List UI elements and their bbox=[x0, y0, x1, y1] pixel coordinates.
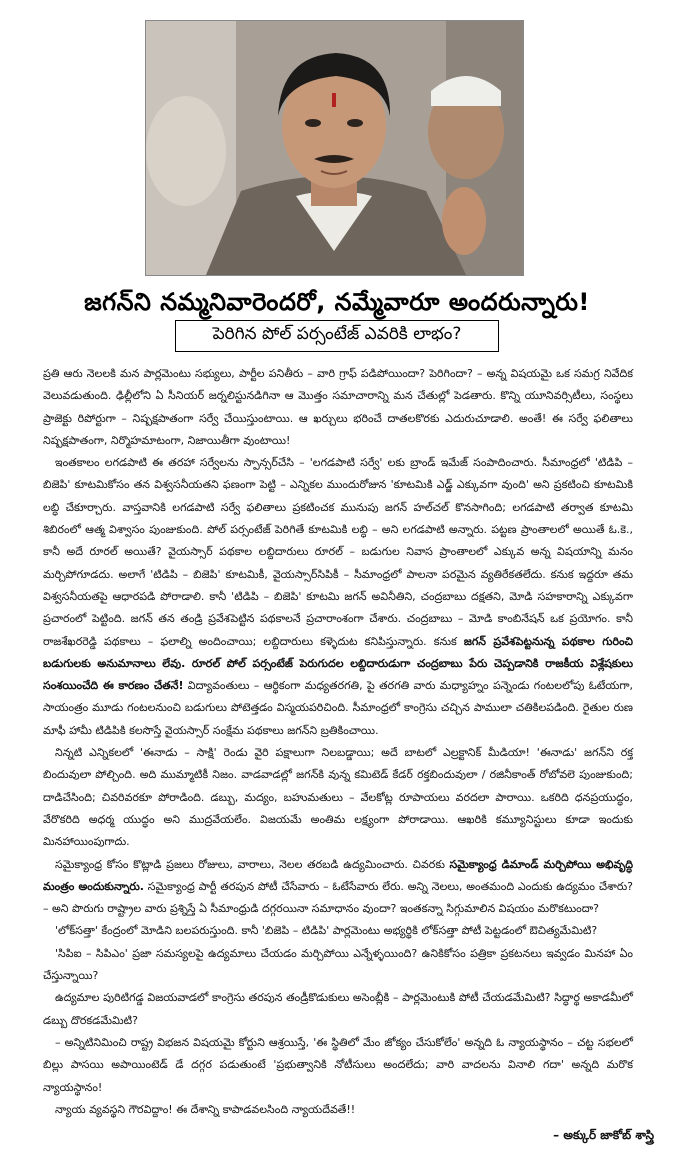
subheadline: పెరిగిన పోల్‌ పర్సంటేజ్‌ ఎవరికి లాభం? bbox=[175, 320, 499, 352]
paragraph: న్యాయ వ్యవస్థని గౌరవిద్దాం! ఈ దేశాన్ని కాపాడవలసింది న్యాయదేవతే!! bbox=[55, 1102, 356, 1116]
paragraph: ఉద్యమాల పురిటిగడ్డ విజయవాడలో కాంగ్రెసు తరపున తండ్రీకొడుకులు అసెంబ్లీకి – పార్లమెంటుకి పోటీ చేయడమేమిటి? సిద్ధార్థ అకాడమీలో డబ్బు దొరకడమేమిటి? bbox=[43, 991, 633, 1027]
paragraph: – అన్నిటినిమించి రాష్ట్ర విభజన విషయమై కోర్టుని ఆశ్రయిస్తే, 'ఈ స్థితిలో మేం జోక్యం చేసుకోలేం' అన్నది ఓ న్యాయస్థానం – చట్ట సభలలో బిల్లు పాసయి అపాయింటెడ్‌ డే దగ్గర పడుతుంటే 'ప్రభుత్వానికి నోటీసులు అందలేదు; వారి వాదలను వినాలి గదా' అన్నది మరొక న్యాయస్థానం! bbox=[43, 1035, 633, 1094]
article-photo bbox=[145, 20, 524, 276]
paragraph: ప్రతి ఆరు నెలలకి మన పార్లమెంటు సభ్యులు, పార్టీల పనితీరు – వారి గ్రాఫ్‌ పడిపోయిందా? పెరిగిందా? – అన్న విషయమై ఒక సమగ్ర నివేదిక వెలువడుతుంది. ఢిల్లీలోని ఏ సీనియర్‌ జర్నలిస్టునడిగినా ఆ మొత్తం సమాచారాన్ని మన చేతుల్లో పెడతారు. కొన్ని యూనివర్సిటీలు, సంస్థలు ప్రాజెక్టు రిపోర్టుగా – నిష్పక్షపాతంగా సర్వే చేయిస్తుంటాయి. ఆ ఖర్చులు భరించే దాతలకొరకు ఎదురుచూడాలి. అంతే! ఈ సర్వే ఫలితాలు నిష్పక్షపాతంగా, నిర్మొహమాటంగా, నిజాయితీగా వుంటాయి! bbox=[43, 367, 633, 447]
emphasis-text: జగన్‌ ప్రవేశపెట్టనున్న పథకాల గురించి బడుగులకు అనుమానాలు లేవు. రూరల్‌ పోల్‌ పర్సంటేజ్‌ పెరుగుదల లబ్దిదారుడుగా చంద్రబాబు పేరు చెప్పడానికి రాజకీయ విశ్లేషకులు సంశయించేది ఈ కారణం చేతనే! bbox=[43, 634, 633, 693]
headline: జగన్‌ని నమ్మనివారెందరో, నమ్మేవారూ అందరున్నారు! bbox=[84, 288, 590, 316]
paragraph: 'లోక్‌సత్తా' కేంద్రంలో మోడిని బలపరుస్తుంది. కానీ 'బిజెపి – టిడిపి' పార్లమెంటు అభ్యర్థికి లోక్‌సత్తా పోటీ పెట్టడంలో ఔచిత్యమేమిటి? bbox=[55, 924, 598, 938]
paragraph: నిన్నటి ఎన్నికలలో 'ఈనాడు – సాక్షి' రెండు వైరి పక్షాలుగా నిలబడ్డాయి; అదే బాటలో ఎల్రక్టానిక్‌ మీడియా! 'ఈనాడు' జగన్‌ని రక్త బిందువులా పోల్చింది. అది ముమ్మాటికీ నిజం. వాడవాడల్లో జగన్‌కి వున్న కమిటెడ్‌ కేడర్‌ రక్తబిందువులా / రజినీకాంత్‌ రోబోవలె పుంజుకుంది; దాడిచేసింది; చివరివరకూ పోరాడింది. డబ్బు, మద్యం, బహుమతులు – వేలకోట్ల రూపాయలు వరదలా పారాయి. ఒకరిది ధనప్రయుద్ధం, వేరొకరిది అధర్మ యుద్ధం అని ముద్రవేయలేం. విజయమే అంతిమ లక్ష్యంగా పోరాడాయి. ఆఖరికి కమ్యూనిస్టులు కూడా ఇందుకు మినహాయింపుగాదు. bbox=[43, 746, 633, 849]
emphasis-text: సమైక్యాంధ్ర డిమాండ్‌ మర్చిపోయి అభివృద్ధి మంత్రం అందుకున్నారు. bbox=[43, 857, 633, 893]
author-byline: – అక్కుర్‌ జాకోబ్‌ శాస్త్రి bbox=[553, 1128, 654, 1142]
article-body bbox=[43, 363, 633, 1121]
paragraph: ఇంతకాలం లగడపాటి ఈ తరహా సర్వేలను స్పాన్సర్‌చేసి – 'లగడపాటి సర్వే' లకు బ్రాండ్‌ ఇమేజ్‌ సంపాదించారు. సీమాంధ్రలో 'టిడిపి – బిజెపి' కూటమికోసం తన విశ్వసనీయతని ఫణంగా పెట్టి – ఎన్నికల ముందురోజున 'కూటమికి ఎడ్జ్‌ ఎక్కువగా వుంది' అని ప్రకటించి కూటమికి లబ్ధి చేకూర్చారు. వాస్తవానికి లగడపాటి సర్వే ఫలితాలు ప్రకటించక మునుపు జగన్‌ హల్‌చల్‌ కొనసాగింది; లగడపాటి తర్వాత కూటమి శిబిరంలో ఆత్మ విశ్వాసం పుంజుకుంది. పోల్‌ పర్సంటేజ్‌ పెరిగితే కూటమికి లబ్ధి – అని లగడపాటి అన్నారు. పట్టణ ప్రాంతాలలో అయితే ఓ.కె., కానీ అదే రూరల్‌ అయితే? వైయస్సార్‌ పథకాల లబ్దిదారులు రూరల్‌ – బడుగుల నివాస ప్రాంతాలలో ఎక్కువ అన్న విషయాన్ని మనం మర్చిపోగూడదు. అలాగే 'టిడిపి – బిజెపి' కూటమికీ, వైయస్సార్‌సిపికీ – సీమాంధ్రలో పాలనా పరమైన వ్యతిరేకతలేదు. కనుక ఇద్దరూ తమ విశ్వసనీయతపై ఆధారపడి పోరాడాలి. కానీ 'టిడిపి – బిజెపి' కూటమి జగన్‌ అవినీతిని, చంద్రబాబు దక్షతని, మోడి సహకారాన్ని ఎక్కువగా ప్రచారంలో పెట్టింది. జగన్‌ తన తండ్రి ప్రవేశపెట్టిన పథకాలనే ప్రచారాంశంగా చేశారు. చంద్రబాబు – మోడి కాంబినేషన్‌ ఒక ప్రయోగం. కానీ రాజశేఖరరెడ్డి పథకాలు – ఫలాల్ని అందించాయి; లబ్దిదారులు కళ్ళెదుట కనిపిస్తున్నారు. కనుక జగన్‌ ప్రవేశపెట్టనున్న పథకాల గురించి బడుగులకు అనుమానాలు లేవు. రూరల్‌ పోల్‌ పర్సంటేజ్‌ పెరుగుదల లబ్దిదారుడుగా చంద్రబాబు పేరు చెప్పడానికి రాజకీయ విశ్లేషకులు సంశయించేది ఈ కారణం చేతనే! విద్యావంతులు – ఆర్థికంగా మధ్యతరగతి, పై తరగతి వారు మధ్యాహ్నం పన్నెండు గంటలలోపు ఓటేయగా, సాయంత్రం మూడు గంటలనుంచి బడుగులు పోటెత్తడం విస్మయపరిచింది. సీమాంధ్రలో కాంగ్రెసు చచ్చిన పాములా చతికిలపడింది. రైతుల రుణ మాఫీ హామీ టిడిపికి కలసొస్తే వైయస్సార్‌ సంక్షేమ పథకాలు జగన్‌ని బ్రతికించాయి. bbox=[43, 456, 634, 737]
paragraph: సమైక్యాంధ్ర కోసం కొట్లాడి ప్రజలు రోజులు, వారాలు, నెలల తరబడి ఉద్యమించారు. చివరకు సమైక్యాంధ్ర డిమాండ్‌ మర్చిపోయి అభివృద్ధి మంత్రం అందుకున్నారు. సమైక్యాంధ్ర పార్టీ తరపున పోటీ చేసేవారు – ఓటేసేవారు లేరు. అన్ని నెలలు, అంతమంది ఎందుకు ఉద్యమం చేశారు? – అని పొరుగు రాష్ట్రాల వారు ప్రశ్నిస్తే ఏ సీమాంధ్రుడి దగ్గరయినా సమాధానం వుందా? ఇంతకన్నా సిగ్గుమాలిన విషయం మరొకటుందా? bbox=[43, 857, 634, 916]
paragraph: 'సిపిఐ – సిపిఎం' ప్రజా సమస్యలపై ఉద్యమాలు చేయడం మర్చిపోయి ఎన్నేళ్ళయింది? ఉనికికోసం పత్రికా ప్రకటనలు ఇవ్వడం మినహా ఏం చేస్తున్నాయి? bbox=[43, 946, 633, 983]
